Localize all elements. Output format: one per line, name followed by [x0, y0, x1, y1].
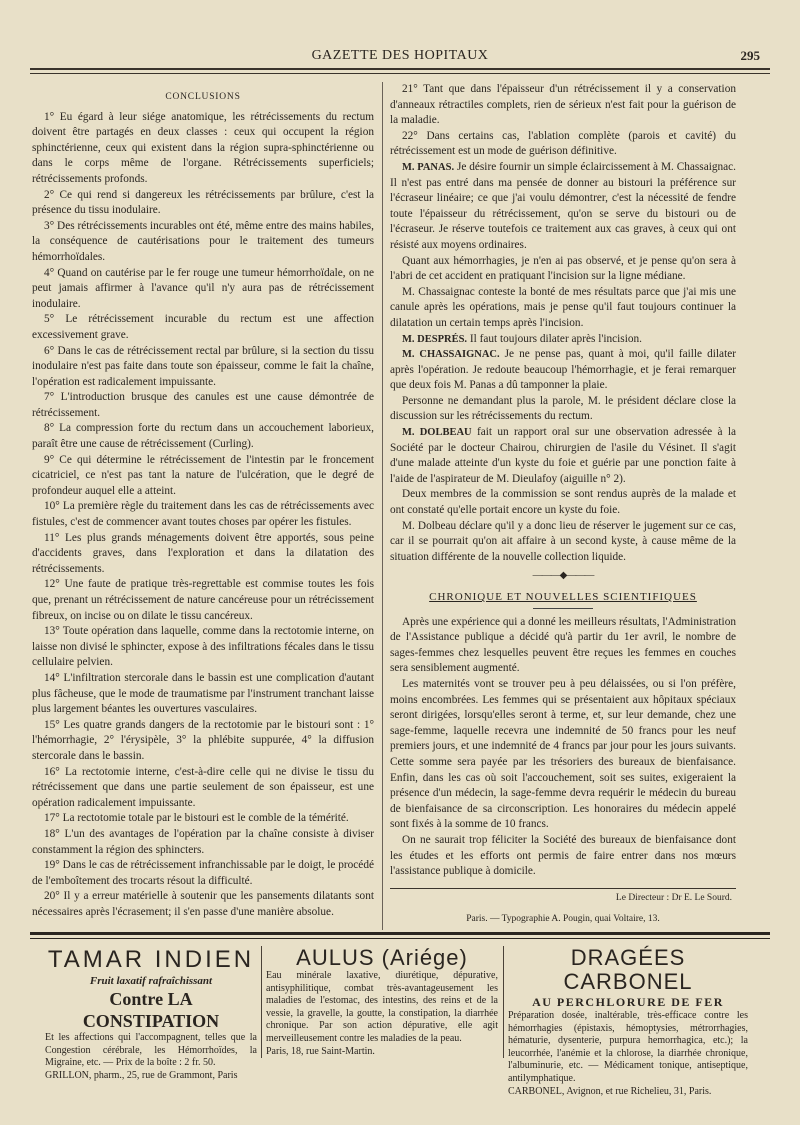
- dolbeau-continued: Deux membres de la commission se sont rendus auprès de la malade et ont constaté qu'elle portait encore un kyste du foie.: [390, 488, 736, 517]
- ad-dragees-body: Préparation dosée, inaltérable, très-efficace contre les hémorrhagies (épistaxis, hémoptysies, métrorrhagies, hématurie, dysenterie, purpura hemorrhagica, etc.); la leucorrhée, l'anémie et la chlorose, la diarrhée chronique, l'albuminurie, etc. — Médicament tonique, antiseptique, antilymphatique.: [508, 1010, 748, 1084]
- page-header: [30, 48, 770, 70]
- ad-dragees-carbonel: [508, 945, 748, 1097]
- ad-tamar-title: TAMAR INDIEN: [47, 946, 255, 973]
- conclusion-11: 11° Les plus grands ménagements doivent être apportés, sous peine d'accidents graves, dans l'exploration et dans la dilatation des rétrécissements.: [32, 531, 374, 575]
- ad-aulus: [266, 946, 498, 1056]
- despres-remark: [390, 332, 736, 348]
- right-column: [390, 82, 736, 928]
- ad-dragees-subtitle: AU PERCHLORURE DE FER: [532, 995, 724, 1009]
- conclusion-9: 9° Ce qui détermine le rétrécissement de l'intestin par le froncement cicatriciel, ce n'est pas tant la nature de l'ulcération, que le degré de profondeur auquel elle a atteint.: [32, 453, 374, 497]
- conclusion-17: 17° La rectotomie totale par le bistouri est le comble de la témérité.: [44, 812, 349, 825]
- ad-dragees-address: CARBONEL, Avignon, et rue Richelieu, 31, Paris.: [508, 1085, 712, 1097]
- speaker-dolbeau: M. DOLBEAU: [402, 427, 472, 439]
- conclusion-6: 6° Dans le cas de rétrécissement rectal par brûlure, si la section du tissu inodulaire n'est pas faite dans toute son épaisseur, comme le fait la chaîne, l'opération est radicalement impuissante.: [32, 344, 374, 388]
- conclusion-3: 3° Des rétrécissements incurables ont été, même entre des mains habiles, la conséquence de cautérisations pour le traitement des tumeurs hémorrhoïdales.: [32, 219, 374, 263]
- ad-divider-1: [261, 946, 262, 1058]
- conclusion-2: 2° Ce qui rend si dangereux les rétrécissements par brûlure, c'est la présence du tissu inodulaire.: [32, 188, 374, 217]
- conclusion-8: 8° La compression forte du rectum dans un accouchement laborieux, paraît être une cause de rétrécissement (Curling).: [32, 422, 374, 451]
- chassaignac-remark: [390, 347, 736, 394]
- ad-aulus-body: Eau minérale laxative, diurétique, dépurative, antisyphilitique, combat très-avantageusement les maladies de l'estomac, des intestins, des reins et de la vessie, la gravelle, la goutte, la constipation, la diarrhée chronique. Par son action dépurative, elle agit merveilleusement contre les maladies de la peau.: [266, 970, 498, 1044]
- conclusion-20: 20° Il y a erreur matérielle à soutenir que les pansements dilatants sont nécessaires après l'écrasement; il s'en passe d'une manière absolue.: [32, 890, 374, 918]
- header-rule-thin: [30, 73, 770, 74]
- speaker-chassaignac: M. CHASSAIGNAC.: [402, 349, 500, 361]
- ornament-separator: ———◆———: [532, 570, 594, 582]
- ad-divider-2: [503, 946, 504, 1058]
- chronique-rule: [533, 608, 593, 609]
- conclusion-15: 15° Les quatre grands dangers de la rectotomie par le bistouri sont : 1° l'hémorrhagie, 2° l'érysipèle, 3° la phlébite suppurée, 4° la diffusion stercorale dans le bassin.: [32, 718, 374, 762]
- ads-rule: [30, 932, 770, 935]
- chronique-paragraph-2: Les maternités vont se trouver peu à peu délaissées, ou si l'on préfère, moins encombrées. Les femmes qui se présentaient aux hôpitaux spéciaux seront dirigées, lorsqu'elles seront à terme, et, sur leur demande, chez une sage-femme, laquelle recevra une indemnité de 50 francs pour les neuf premiers jours, et une indemnité de 4 francs par jour pour les jours suivants. Cette somme sera payée par les trésoriers des bureaux de bienfaisance. Enfin, dans les cas où soit l'accouchement, soit ses suites, exigeraient la présence d'un médecin, la sage-femme devra requérir le médecin du bureau de bienfaisance de sa circonscription. Les honoraires du médecin appelé sont fixés à la somme de 10 francs.: [390, 677, 736, 831]
- chronique-paragraph-1: Après une expérience qui a donné les meilleurs résultats, l'Administration de l'Assistance publique a décidé qu'à partir du 1er avril, le nombre de sages-femmes chez lesquelles peuvent être reçues les femmes en couches sera sensiblement augmenté.: [390, 615, 736, 675]
- ad-aulus-title: AULUS (Ariége): [296, 945, 468, 970]
- conclusion-12: 12° Une faute de pratique très-regrettable est commise toutes les fois que, prenant un rétrécissement de nature cancéreuse pour un rétrécissement fibreux, on incise ou on dilate le tissu cancéreux.: [32, 578, 374, 622]
- conclusion-7: 7° L'introduction brusque des canules est une cause démontrée de rétrécissement.: [32, 391, 374, 419]
- panas-continued: Quant aux hémorrhagies, je n'en ai pas observé, et je pense qu'on sera à l'abri de cet accident en pratiquant l'incision sur la ligne médiane.: [390, 254, 736, 283]
- ad-tamar-indien: [45, 946, 257, 1081]
- conclusion-14: 14° L'infiltration stercorale dans le bassin est une complication d'autant plus fâcheuse, que le mode de traumatisme par l'instrument tranchant laisse plus largement béantes les ouvertures vasculaires.: [32, 671, 374, 716]
- conclusion-4: 4° Quand on cautérise par le fer rouge une tumeur hémorrhoïdale, on ne peut jamais affirmer à l'avance qu'il n'y aura pas de rétrécissement inodulaire.: [32, 266, 374, 310]
- chassaignac-text: Je ne pense pas, quant à moi, qu'il faille dilater après l'opération. Je redoute beaucoup l'hémorrhagie, et je ferai remarquer que deux fois M. Panas a dû tamponner la plaie.: [390, 348, 736, 392]
- conclusion-1: 1° Eu égard à leur siége anatomique, les rétrécissements du rectum doivent être partagés en deux classes : ceux qui occupent la région sphinctérienne, ceux qui existent dans la région supra-sphinctérienne ou dans le corps même de l'organe. Rétrécissements superficiels; rétrécissements profonds.: [32, 110, 374, 185]
- dolbeau-report: [390, 425, 736, 487]
- printer-line: Paris. — Typographie A. Pougin, quai Voltaire, 13.: [466, 914, 660, 925]
- chronique-heading: CHRONIQUE ET NOUVELLES SCIENTIFIQUES: [429, 591, 697, 603]
- despres-text: Il faut toujours dilater après l'incision.: [467, 332, 642, 345]
- ad-tamar-subtitle: Fruit laxatif rafraîchissant: [89, 975, 213, 987]
- dolbeau-continued-2: M. Dolbeau déclare qu'il y a donc lieu de réserver le jugement sur ce cas, car il se pourrait qu'on ait affaire à un second kyste, à cause même de la situation différente de la nouvelle collection liquide.: [390, 519, 736, 563]
- ad-tamar-body: Et les affections qui l'accompagnent, telles que la Congestion cérébrale, les Hémorrhoïdes, la Migraine, etc. — Prix de la boîte : 2 fr. 50.: [45, 1032, 257, 1069]
- conclusion-5: 5° Le rétrécissement incurable du rectum est une affection excessivement grave.: [32, 313, 374, 341]
- director-line: Le Directeur : Dr E. Le Sourd.: [390, 888, 736, 907]
- ad-dragees-title: DRAGÉES CARBONEL: [563, 945, 693, 994]
- conclusions-heading: CONCLUSIONS: [165, 92, 241, 102]
- panas-continued-2: M. Chassaignac conteste la bonté de mes résultats parce que j'ai mis une canule après les opérations, mais je pense qu'il faut toujours continuer la dilatation un certain temps après l'incision.: [390, 285, 736, 329]
- conclusion-10: 10° La première règle du traitement dans les cas de rétrécissements avec fistules, c'est de commencer avant toutes choses par opérer les fistules.: [32, 500, 374, 529]
- chronique-paragraph-3: On ne saurait trop féliciter la Société des bureaux de bienfaisance dont les études et les efforts ont permis de faire entrer dans nos mœurs l'assistance publique à domicile.: [390, 833, 736, 878]
- panas-remark: [390, 160, 736, 254]
- ad-tamar-against: Contre LA CONSTIPATION: [82, 989, 220, 1031]
- ad-tamar-address: GRILLON, pharm., 25, rue de Grammont, Paris: [45, 1069, 238, 1081]
- discussion-close: Personne ne demandant plus la parole, M. le président déclare close la discussion sur les rétrécissements du rectum.: [390, 394, 736, 423]
- conclusion-21: 21° Tant que dans l'épaisseur d'un rétrécissement il y a conservation d'anneaux rétractiles complets, rien de sérieux n'est fait pour la guérison de la maladie.: [390, 83, 736, 127]
- conclusion-13: 13° Toute opération dans laquelle, comme dans la rectotomie interne, on laisse non divisé le sphincter, expose à des infiltrations fécales dans le tissu cellulaire pelvien.: [32, 625, 374, 669]
- ad-aulus-address: Paris, 18, rue Saint-Martin.: [266, 1045, 375, 1057]
- conclusion-18: 18° L'un des avantages de l'opération par la chaîne consiste à diviser constamment la région des sphincters.: [32, 827, 374, 856]
- conclusion-19: 19° Dans le cas de rétrécissement infranchissable par le doigt, le procédé de l'emboîtement des trocarts résout la difficulté.: [32, 859, 374, 887]
- conclusion-16: 16° La rectotomie interne, c'est-à-dire celle qui ne divise le tissu du rétrécissement que dans une partie seulement de son épaisseur, est une opération radicalement impuissante.: [32, 765, 374, 809]
- speaker-despres: M. DESPRÉS.: [402, 333, 468, 345]
- panas-text: Je désire fournir un simple éclaircissement à M. Chassaignac. Il n'est pas entré dans ma pensée de donner au bistouri la préférence sur l'écraseur linéaire; ce que j'ai voulu démontrer, c'est la nécessité de fendre toute l'épaisseur du rétrécissement, qu'on se serve du bistouri ou de l'écraseur. Je réserve toutefois ce traitement aux cas graves, à ceux qui ont résisté aux moyens ordinaires.: [390, 160, 736, 251]
- page-number: 295: [740, 48, 760, 63]
- column-divider: [382, 82, 383, 930]
- ads-rule-thin: [30, 938, 770, 939]
- conclusion-22: 22° Dans certains cas, l'ablation complète (parois et cavité) du rétrécissement est un mode de guérison définitive.: [390, 129, 736, 158]
- dolbeau-text: fait un rapport oral sur une observation adressée à la Société par le docteur Chairou, chirurgien de l'asile du Vésinet. Il s'agit d'une malade atteinte d'un kyste du foie et guérie par une ponction faite à l'aide de l'aspirateur de M. Dieulafoy (aiguille n° 2).: [390, 426, 736, 485]
- journal-title: GAZETTE DES HOPITAUX: [311, 48, 489, 63]
- speaker-panas: M. PANAS.: [402, 161, 455, 173]
- header-rule: [30, 68, 770, 70]
- left-column: [32, 82, 374, 920]
